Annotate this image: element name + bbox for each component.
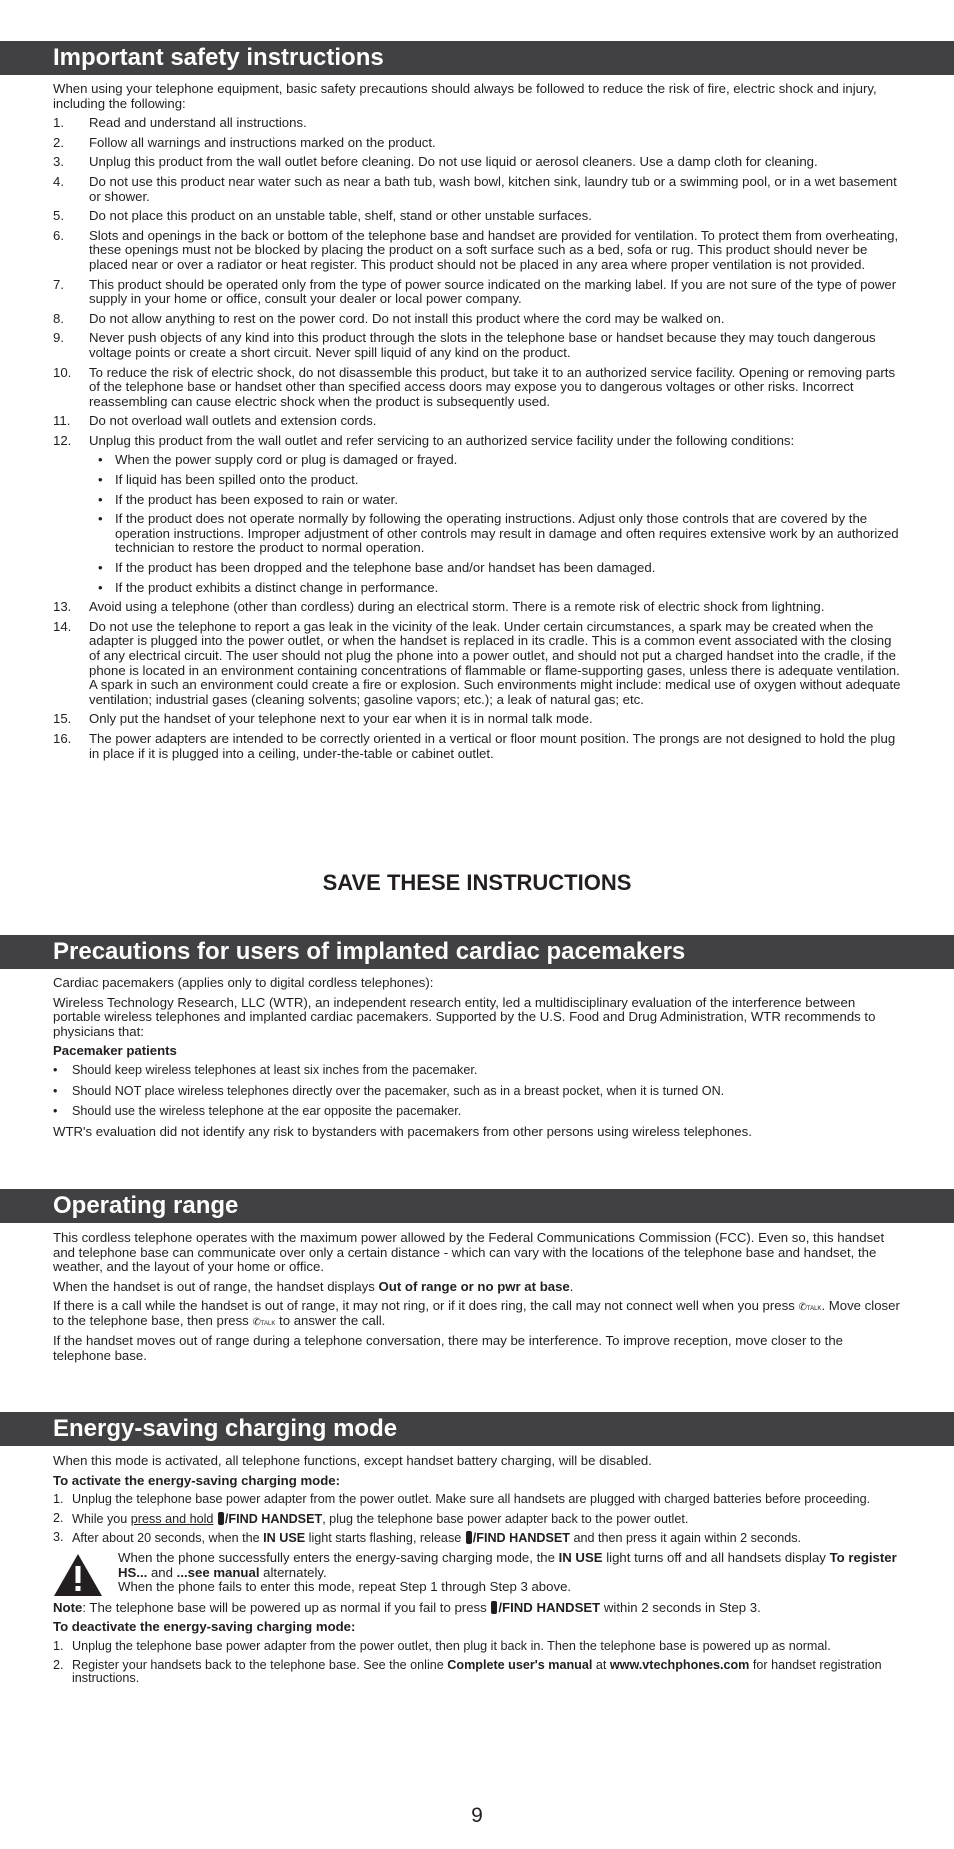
warning-text-fail: When the phone fails to enter this mode, repeat Step 1 through Step 3 above. [118, 1579, 572, 1595]
pacemaker-subhead: Pacemaker patients [53, 1043, 177, 1059]
list-item: 2. Register your handsets back to the telephone base. See the online Complete user's manual at www.vtechphones.com for handset registration instructions. [53, 1657, 882, 1686]
list-item: 14. Do not use the telephone to report a gas leak in the vicinity of the leak. Under certain circumstances, a spark may be created when the adapter is plugged into the power outlet, or when the handset is replaced in its cradle. This is a common event associated with the closing of any electrical circuit. The user should not plug the phone into a power outlet, and should not put a charged handset into the cradle, if the phone is located in an environment containing concentrations of flammable or flame-supporting gases, unless there is adequate ventilation. A spark in such an environment could create a fire or explosion. Such environments might include: medical use of oxygen without adequate ventilation; industrial gases (cleaning solvents; gasoline vapors; etc.); a leak of natural gas; etc. [53, 618, 901, 707]
list-item: 2. Follow all warnings and instructions marked on the product. [53, 134, 436, 150]
list-item: 6. Slots and openings in the back or bottom of the telephone base and handset are provided for ventilation. To protect them from overheating, these openings must not be blocked by placing the product on a soft surface such as a bed, sofa or rug. This product should never be placed near or over a radiator or heat register. This product should not be placed in any area where proper ventilation is not provided. [53, 227, 899, 272]
list-item: 4. Do not use this product near water such as near a bath tub, wash bowl, kitchen sink, laundry tub or a swimming pool, or in a wet basement or shower. [53, 173, 897, 204]
list-item: 11. Do not overload wall outlets and extension cords. [53, 413, 377, 429]
talk-key-icon: ✆TALK [252, 1317, 276, 1329]
list-item: • If the product does not operate normally by following the operating instructions. Adjust only those controls that are covered by the operation instructions. Improper adjustment of other controls may result in damage and often requires extensive work by an authorized technician to restore the product to normal operation. [89, 512, 903, 556]
safety-list [53, 116, 903, 761]
list-item: • Should keep wireless telephones at least six inches from the pacemaker. [53, 1063, 903, 1078]
service-conditions-list [89, 453, 903, 595]
safety-content [53, 82, 903, 766]
safety-intro: When using your telephone equipment, basic safety precautions should always be followed to reduce the risk of fire, electric shock and injury, including the following: [53, 81, 877, 111]
range-p4: If the handset moves out of range during a telephone conversation, there may be interference. To improve reception, move closer to the telephone base. [53, 1333, 843, 1363]
warning-icon [53, 1553, 103, 1597]
list-item: 10. To reduce the risk of electric shock, do not disassemble this product, but take it to an authorized service facility. Opening or removing parts of the telephone base or handset other than specified access doors may expose you to dangerous voltages or other risks. Incorrect reassembling can cause electric shock when the product is subsequently used. [53, 364, 896, 409]
section-heading-range: Operating range [0, 1189, 954, 1223]
list-item: • If the product exhibits a distinct change in performance. [89, 581, 903, 596]
list-item: 7. This product should be operated only from the type of power source indicated on the marking label. If you are not sure of the type of power supply in your home or office, consult your dealer or local power company. [53, 276, 897, 307]
save-instructions-heading: SAVE THESE INSTRUCTIONS [322, 870, 632, 895]
range-p1: This cordless telephone operates with the maximum power allowed by the Federal Communications Commission (FCC). Even so, this handset and telephone base can communicate over only a certain distance - which can vary with the locations of the telephone base and handset, the weather, and the layout of your home or office. [53, 1230, 885, 1275]
handset-key-icon [466, 1531, 472, 1544]
list-item: • If the product has been dropped and the telephone base and/or handset has been damaged. [89, 561, 903, 576]
activate-heading: To activate the energy-saving charging mode: [53, 1472, 341, 1488]
section-heading-pacemaker: Precautions for users of implanted cardiac pacemakers [0, 935, 954, 969]
section-heading-energy: Energy-saving charging mode [0, 1412, 954, 1446]
list-item: 12. Unplug this product from the wall outlet and refer servicing to an authorized service facility under the following conditions: • When the power supply cord or plug is damaged or frayed. • If liquid has been spilled onto the product. • If the product has been exposed to rain or water. • If the product does not operate normally by following the operating instructions. Adjust only those controls that are covered by the operation instructions. Improper adjustment of other controls may result in damage and often requires extensive work by an authorized technician to restore the product to normal operation. • If the product has been dropped and the telephone base and/or handset has been damaged. • If the product exhibits a distinct change in performance. [53, 434, 903, 595]
list-item: 9. Never push objects of any kind into this product through the slots in the telephone base or handset because they may touch dangerous voltage points or create a short circuit. Never spill liquid of any kind on the product. [53, 330, 876, 360]
pacemaker-p3: WTR's evaluation did not identify any risk to bystanders with pacemakers from other persons using wireless telephones. [53, 1123, 752, 1139]
list-item: 5. Do not place this product on an unstable table, shelf, stand or other unstable surfaces. [53, 208, 592, 224]
list-item: • If liquid has been spilled onto the product. [89, 473, 903, 488]
list-item: • Should use the wireless telephone at the ear opposite the pacemaker. [53, 1104, 903, 1119]
handset-key-icon [491, 1601, 497, 1614]
list-item: 3. Unplug this product from the wall outlet before cleaning. Do not use liquid or aerosol cleaners. Use a damp cloth for cleaning. [53, 154, 818, 170]
list-item: • If the product has been exposed to rain or water. [89, 493, 903, 508]
range-p3: If there is a call while the handset is out of range, it may not ring, or if it does ring, the call may not connect well when you press ✆TALK. Move closer to the telephone base, then press ✆TALK to answer the call. [53, 1298, 900, 1329]
deactivate-steps [53, 1640, 903, 1686]
range-content [53, 1231, 903, 1369]
section-heading-safety: Important safety instructions [0, 41, 954, 75]
list-item: 13. Avoid using a telephone (other than cordless) during an electrical storm. There is a remote risk of electric shock from lightning. [53, 599, 825, 615]
pacemaker-bullets [0, 1063, 903, 1119]
energy-content [53, 1454, 903, 1691]
activate-steps [53, 1493, 903, 1546]
list-item: • When the power supply cord or plug is damaged or frayed. [89, 453, 903, 468]
page-number: 9 [471, 1804, 483, 1827]
list-item: 3. After about 20 seconds, when the IN USE light starts flashing, release /FIND HANDSET and then press it again within 2 seconds. [53, 1530, 802, 1546]
handset-key-icon [218, 1512, 224, 1525]
list-item: 1. Unplug the telephone base power adapter from the power outlet, then plug it back in. Then the telephone base is powered up as normal. [53, 1638, 831, 1653]
pacemaker-p2: Wireless Technology Research, LLC (WTR), an independent research entity, led a multidisciplinary evaluation of the interference between portable wireless telephones and implanted cardiac pacemakers. Supported by the U.S. Food and Drug Administration, WTR recommends to physicians that: [53, 994, 876, 1039]
energy-note: Note: The telephone base will be powered up as normal if you fail to press /FIND HANDSET within 2 seconds in Step 3. [53, 1599, 761, 1615]
pacemaker-p1: Cardiac pacemakers (applies only to digital cordless telephones): [53, 975, 434, 990]
list-item: 15. Only put the handset of your telephone next to your ear when it is in normal talk mode. [53, 711, 593, 727]
range-p2: When the handset is out of range, the handset displays Out of range or no pwr at base. [53, 1278, 574, 1294]
list-item: 8. Do not allow anything to rest on the power cord. Do not install this product where the cord may be walked on. [53, 310, 725, 326]
energy-p1: When this mode is activated, all telephone functions, except handset battery charging, will be disabled. [53, 1453, 652, 1468]
deactivate-heading: To deactivate the energy-saving charging mode: [53, 1619, 356, 1635]
list-item: 2. While you press and hold /FIND HANDSET, plug the telephone base power adapter back to the power outlet. [53, 1510, 689, 1526]
list-item: 1. Unplug the telephone base power adapter from the power outlet. Make sure all handsets are plugged with charged batteries before proceeding. [53, 1492, 871, 1507]
warning-note [53, 1551, 903, 1595]
list-item: • Should NOT place wireless telephones directly over the pacemaker, such as in a breast pocket, when it is turned ON. [53, 1084, 903, 1099]
list-item: 16. The power adapters are intended to be correctly oriented in a vertical or floor mount position. The prongs are not designed to hold the plug in place if it is plugged into a ceiling, under-the-table or cabinet outlet. [53, 730, 896, 761]
pacemaker-content [53, 976, 903, 1144]
list-item: 1. Read and understand all instructions. [53, 115, 307, 131]
warning-text-success: When the phone successfully enters the energy-saving charging mode, the IN USE light turns off and all handsets display To register HS... and ...see manual alternately. [118, 1549, 897, 1580]
talk-key-icon: ✆TALK [798, 1302, 822, 1314]
